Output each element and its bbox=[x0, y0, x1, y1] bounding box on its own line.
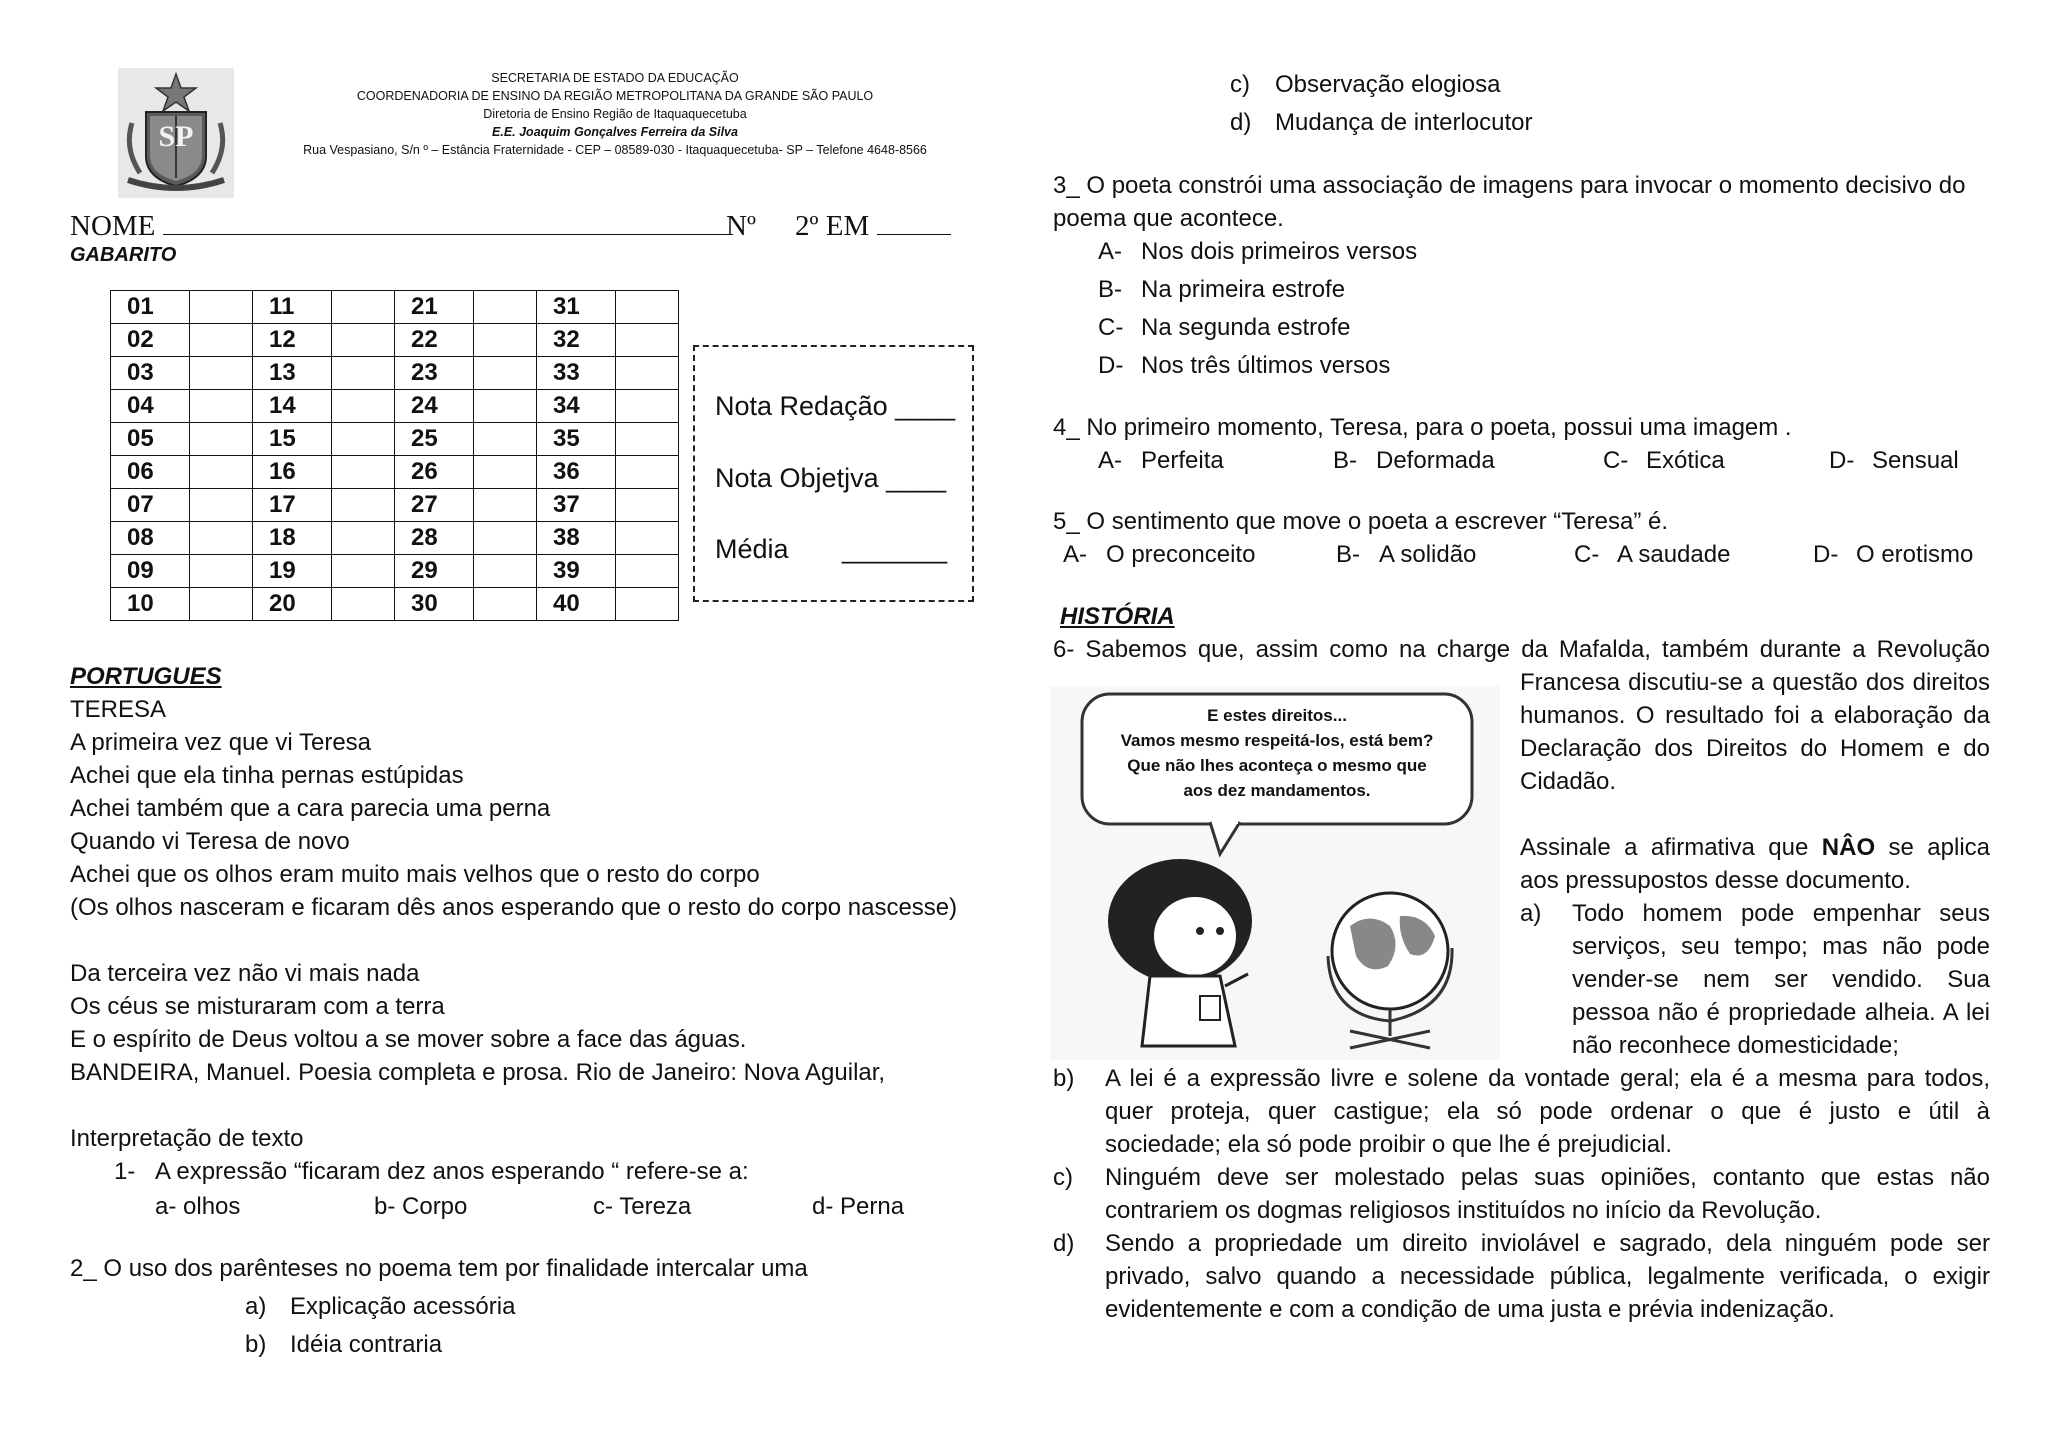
q6-option-b-line: A lei é a expressão livre e solene da vontade geral; ela é a mesma para todos, bbox=[1105, 1065, 1990, 1092]
header-line-5: Rua Vespasiano, S/n º – Estância Fraternidade - CEP – 08589-030 - Itaquaquecetuba- SP – Telefone 4648-8566 bbox=[303, 143, 927, 157]
answer-number: 10 bbox=[111, 588, 190, 621]
q1-option-d[interactable]: d- Perna bbox=[812, 1193, 905, 1220]
answer-cell[interactable] bbox=[190, 357, 253, 390]
q6-instruction-emphasis: NÂO bbox=[1821, 834, 1876, 861]
poem-line: Achei que os olhos eram muito mais velhos que o resto do corpo bbox=[70, 861, 760, 888]
q4-option-b-letter: B- bbox=[1333, 447, 1357, 474]
answer-cell[interactable] bbox=[190, 555, 253, 588]
answer-cell[interactable] bbox=[616, 588, 679, 621]
answer-grid-row bbox=[111, 456, 679, 489]
answer-cell[interactable] bbox=[474, 324, 537, 357]
q5-option-d[interactable]: O erotismo bbox=[1856, 541, 1974, 568]
answer-cell[interactable] bbox=[616, 291, 679, 324]
answer-number: 21 bbox=[395, 291, 474, 324]
q6-option-a-letter: a) bbox=[1520, 900, 1542, 927]
question-4-text: 4_ No primeiro momento, Teresa, para o poeta, possui uma imagem . bbox=[1053, 414, 1792, 441]
answer-number: 09 bbox=[111, 555, 190, 588]
q1-option-c[interactable]: c- Tereza bbox=[593, 1193, 692, 1220]
answer-grid-row bbox=[111, 324, 679, 357]
q6-option-a-line: vender-se nem ser vendido. Sua bbox=[1572, 966, 1990, 993]
answer-cell[interactable] bbox=[474, 456, 537, 489]
grade-redacao: Nota Redação ____ bbox=[715, 391, 956, 421]
q6-option-d-line: Sendo a propriedade um direito inviolável e sagrado, dela ninguém pode ser bbox=[1105, 1230, 1990, 1257]
q1-option-b[interactable]: b- Corpo bbox=[374, 1193, 468, 1220]
q3-option-d[interactable]: Nos três últimos versos bbox=[1141, 352, 1391, 379]
grade-media: Média bbox=[715, 534, 789, 564]
answer-cell[interactable] bbox=[190, 291, 253, 324]
answer-grid bbox=[110, 290, 679, 621]
answer-cell[interactable] bbox=[332, 291, 395, 324]
answer-number: 26 bbox=[395, 456, 474, 489]
q4-option-a[interactable]: Perfeita bbox=[1141, 447, 1224, 474]
q6-option-c-line: Ninguém deve ser molestado pelas suas opiniões, contanto que estas não bbox=[1105, 1164, 1990, 1191]
answer-number: 14 bbox=[253, 390, 332, 423]
answer-number: 34 bbox=[537, 390, 616, 423]
speech-line: Que não lhes aconteça o mesmo que bbox=[1127, 756, 1427, 775]
answer-cell[interactable] bbox=[616, 489, 679, 522]
answer-number: 19 bbox=[253, 555, 332, 588]
question-1-number: 1- bbox=[114, 1158, 136, 1185]
q3-option-d-letter: D- bbox=[1098, 352, 1124, 379]
answer-number: 20 bbox=[253, 588, 332, 621]
q5-option-b[interactable]: A solidão bbox=[1379, 541, 1477, 568]
answer-grid-row bbox=[111, 357, 679, 390]
answer-number: 31 bbox=[537, 291, 616, 324]
header-line-3: Diretoria de Ensino Região de Itaquaquecetuba bbox=[483, 107, 747, 121]
q6-option-d-letter: d) bbox=[1053, 1230, 1075, 1257]
q6-instruction bbox=[1520, 831, 1990, 864]
name-field[interactable] bbox=[70, 210, 729, 243]
q6-option-b-letter: b) bbox=[1053, 1065, 1075, 1092]
interpretation-heading: Interpretação de texto bbox=[70, 1125, 304, 1152]
question-3-line-2: poema que acontece. bbox=[1053, 205, 1284, 232]
answer-cell[interactable] bbox=[332, 390, 395, 423]
answer-number: 35 bbox=[537, 423, 616, 456]
header-line-2: COORDENADORIA DE ENSINO DA REGIÃO METROPOLITANA DA GRANDE SÃO PAULO bbox=[356, 89, 874, 103]
question-5-text: 5_ O sentimento que move o poeta a escrever “Teresa” é. bbox=[1053, 508, 1668, 535]
answer-cell[interactable] bbox=[474, 522, 537, 555]
q6-instruction-after: se aplica bbox=[1888, 834, 1991, 861]
answer-cell[interactable] bbox=[332, 588, 395, 621]
answer-grid-row bbox=[111, 489, 679, 522]
poem-line: (Os olhos nasceram e ficaram dês anos esperando que o resto do corpo nascesse) bbox=[70, 894, 958, 921]
poem-line: Achei que ela tinha pernas estúpidas bbox=[70, 762, 464, 789]
answer-number: 08 bbox=[111, 522, 190, 555]
q6-option-a-line: serviços, seu tempo; mas não pode bbox=[1572, 933, 1990, 960]
answer-cell[interactable] bbox=[332, 357, 395, 390]
answer-number: 18 bbox=[253, 522, 332, 555]
q2-option-d[interactable]: Mudança de interlocutor bbox=[1275, 109, 1533, 136]
poem-line: Quando vi Teresa de novo bbox=[70, 828, 350, 855]
q3-option-c[interactable]: Na segunda estrofe bbox=[1141, 314, 1351, 341]
seal-text: SP bbox=[158, 120, 194, 153]
question-1-text: A expressão “ficaram dez anos esperando “ refere-se a: bbox=[155, 1158, 749, 1185]
answer-number: 07 bbox=[111, 489, 190, 522]
q2-option-b[interactable]: Idéia contraria bbox=[290, 1331, 443, 1358]
grade-media-blank: _______ bbox=[842, 534, 948, 564]
q2-option-d-letter: d) bbox=[1230, 109, 1252, 136]
q6-option-b-line: quer proteja, quer castigue; ela só pode ordenar o que é justo e útil à bbox=[1105, 1098, 1990, 1125]
answer-cell[interactable] bbox=[190, 456, 253, 489]
grades-box bbox=[693, 345, 974, 602]
q5-option-c[interactable]: A saudade bbox=[1617, 541, 1731, 568]
q4-option-d[interactable]: Sensual bbox=[1872, 447, 1959, 474]
answer-cell[interactable] bbox=[190, 489, 253, 522]
q4-option-c-letter: C- bbox=[1603, 447, 1629, 474]
q6-side-line: humanos. O resultado foi a elaboração da bbox=[1520, 702, 1990, 729]
answer-cell[interactable] bbox=[332, 423, 395, 456]
class-label: 2º EM bbox=[795, 210, 870, 242]
answer-cell[interactable] bbox=[190, 423, 253, 456]
answer-cell[interactable] bbox=[332, 522, 395, 555]
q5-option-d-letter: D- bbox=[1813, 541, 1839, 568]
answer-cell[interactable] bbox=[616, 456, 679, 489]
q6-option-a-line: pessoa não é propriedade alheia. A lei bbox=[1572, 999, 1990, 1026]
q2-option-c-letter: c) bbox=[1230, 71, 1250, 98]
answer-number: 12 bbox=[253, 324, 332, 357]
q2-option-b-letter: b) bbox=[245, 1331, 267, 1358]
answer-number: 27 bbox=[395, 489, 474, 522]
answer-cell[interactable] bbox=[190, 588, 253, 621]
question-6-intro: 6- Sabemos que, assim como na charge da Mafalda, também durante a Revolução bbox=[1053, 636, 1990, 663]
answer-grid-row bbox=[111, 555, 679, 588]
answer-number: 01 bbox=[111, 291, 190, 324]
answer-cell[interactable] bbox=[190, 522, 253, 555]
name-label: NOME bbox=[70, 210, 156, 242]
number-label: Nº bbox=[726, 210, 756, 242]
q3-option-c-letter: C- bbox=[1098, 314, 1124, 341]
grade-objetiva: Nota Objetjva ____ bbox=[715, 463, 947, 493]
answer-cell[interactable] bbox=[616, 522, 679, 555]
answer-cell[interactable] bbox=[332, 489, 395, 522]
answer-grid-row bbox=[111, 291, 679, 324]
answer-cell[interactable] bbox=[332, 555, 395, 588]
portugues-title: PORTUGUES bbox=[70, 663, 222, 690]
q6-option-b-line: sociedade; ela só pode proibir o que lhe é prejudicial. bbox=[1105, 1131, 1673, 1158]
q6-option-c-letter: c) bbox=[1053, 1164, 1073, 1191]
answer-number: 16 bbox=[253, 456, 332, 489]
q2-option-c[interactable]: Observação elogiosa bbox=[1275, 71, 1501, 98]
answer-number: 04 bbox=[111, 390, 190, 423]
speech-line: aos dez mandamentos. bbox=[1183, 781, 1371, 800]
speech-line: Vamos mesmo respeitá-los, está bem? bbox=[1120, 731, 1434, 750]
answer-number: 30 bbox=[395, 588, 474, 621]
answer-cell[interactable] bbox=[190, 324, 253, 357]
q5-option-a[interactable]: O preconceito bbox=[1106, 541, 1256, 568]
q6-option-a-line: Todo homem pode empenhar seus bbox=[1572, 900, 1990, 927]
mafalda-cartoon bbox=[1050, 686, 1500, 1060]
answer-number: 37 bbox=[537, 489, 616, 522]
header-line-4: E.E. Joaquim Gonçalves Ferreira da Silva bbox=[492, 125, 738, 139]
speech-line: E estes direitos... bbox=[1207, 706, 1347, 725]
answer-number: 03 bbox=[111, 357, 190, 390]
q6-option-d-line: evidentemente e com a condição de uma justa e prévia indenização. bbox=[1105, 1296, 1835, 1323]
answer-cell[interactable] bbox=[616, 324, 679, 357]
q6-option-a-line: não reconhece domesticidade; bbox=[1572, 1032, 1899, 1059]
poem-line: Achei também que a cara parecia uma perna bbox=[70, 795, 551, 822]
answer-number: 24 bbox=[395, 390, 474, 423]
answer-cell[interactable] bbox=[616, 423, 679, 456]
answer-number: 13 bbox=[253, 357, 332, 390]
q4-option-b[interactable]: Deformada bbox=[1376, 447, 1495, 474]
q5-option-b-letter: B- bbox=[1336, 541, 1360, 568]
q2-option-a[interactable]: Explicação acessória bbox=[290, 1293, 516, 1320]
historia-title: HISTÓRIA bbox=[1060, 603, 1175, 630]
answer-number: 06 bbox=[111, 456, 190, 489]
answer-number: 22 bbox=[395, 324, 474, 357]
answer-cell[interactable] bbox=[474, 291, 537, 324]
q6-side-line: Francesa discutiu-se a questão dos direitos bbox=[1520, 669, 1990, 696]
poem-line: Os céus se misturaram com a terra bbox=[70, 993, 445, 1020]
answer-number: 28 bbox=[395, 522, 474, 555]
poem-line: A primeira vez que vi Teresa bbox=[70, 729, 372, 756]
poem-line: Da terceira vez não vi mais nada bbox=[70, 960, 420, 987]
q5-option-a-letter: A- bbox=[1063, 541, 1087, 568]
answer-cell[interactable] bbox=[474, 423, 537, 456]
answer-number: 25 bbox=[395, 423, 474, 456]
q3-option-b[interactable]: Na primeira estrofe bbox=[1141, 276, 1346, 303]
answer-number: 39 bbox=[537, 555, 616, 588]
answer-cell[interactable] bbox=[474, 489, 537, 522]
answer-cell[interactable] bbox=[474, 357, 537, 390]
answer-number: 23 bbox=[395, 357, 474, 390]
answer-grid-row bbox=[111, 390, 679, 423]
q6-option-d-line: privado, salvo quando a necessidade pública, legalmente verificada, o exigir bbox=[1105, 1263, 1990, 1290]
q4-option-c[interactable]: Exótica bbox=[1646, 447, 1725, 474]
class-field[interactable] bbox=[795, 210, 951, 243]
q1-option-a[interactable]: a- olhos bbox=[155, 1193, 241, 1220]
answer-number: 36 bbox=[537, 456, 616, 489]
header-line-1: SECRETARIA DE ESTADO DA EDUCAÇÃO bbox=[491, 71, 739, 85]
q6-side-line: Cidadão. bbox=[1520, 768, 1617, 795]
q3-option-a-letter: A- bbox=[1098, 238, 1122, 265]
answer-number: 38 bbox=[537, 522, 616, 555]
q4-option-a-letter: A- bbox=[1098, 447, 1122, 474]
q2-option-a-letter: a) bbox=[245, 1293, 267, 1320]
question-2-text: 2_ O uso dos parênteses no poema tem por finalidade intercalar uma bbox=[70, 1255, 808, 1282]
answer-cell[interactable] bbox=[474, 390, 537, 423]
answer-number: 05 bbox=[111, 423, 190, 456]
answer-number: 29 bbox=[395, 555, 474, 588]
poem-title: TERESA bbox=[70, 696, 167, 723]
answer-number: 11 bbox=[253, 291, 332, 324]
answer-grid-row bbox=[111, 588, 679, 621]
answer-cell[interactable] bbox=[616, 390, 679, 423]
answer-number: 32 bbox=[537, 324, 616, 357]
answer-number: 17 bbox=[253, 489, 332, 522]
poem-line: E o espírito de Deus voltou a se mover sobre a face das águas. bbox=[70, 1026, 747, 1053]
answer-cell[interactable] bbox=[616, 357, 679, 390]
q5-option-c-letter: C- bbox=[1574, 541, 1600, 568]
q3-option-a[interactable]: Nos dois primeiros versos bbox=[1141, 238, 1418, 265]
question-3-line-1: 3_ O poeta constrói uma associação de imagens para invocar o momento decisivo do bbox=[1053, 172, 1966, 199]
answer-grid-row bbox=[111, 522, 679, 555]
poem-citation: BANDEIRA, Manuel. Poesia completa e prosa. Rio de Janeiro: Nova Aguilar, bbox=[70, 1059, 886, 1086]
answer-number: 40 bbox=[537, 588, 616, 621]
answer-number: 33 bbox=[537, 357, 616, 390]
q3-option-b-letter: B- bbox=[1098, 276, 1122, 303]
q6-instruction-line-2: aos pressupostos desse documento. bbox=[1520, 867, 1911, 894]
q6-option-c-line: contrariem os dogmas religiosos instituídos no início da Revolução. bbox=[1105, 1197, 1822, 1224]
gabarito-title: GABARITO bbox=[70, 244, 177, 266]
answer-cell[interactable] bbox=[474, 588, 537, 621]
answer-number: 15 bbox=[253, 423, 332, 456]
answer-number: 02 bbox=[111, 324, 190, 357]
answer-cell[interactable] bbox=[474, 555, 537, 588]
answer-grid-row bbox=[111, 423, 679, 456]
q6-side-line: Declaração dos Direitos do Homem e do bbox=[1520, 735, 1990, 762]
q4-option-d-letter: D- bbox=[1829, 447, 1855, 474]
answer-cell[interactable] bbox=[616, 555, 679, 588]
answer-cell[interactable] bbox=[332, 456, 395, 489]
answer-cell[interactable] bbox=[332, 324, 395, 357]
q6-instruction-before: Assinale a afirmativa que bbox=[1520, 834, 1809, 861]
answer-cell[interactable] bbox=[190, 390, 253, 423]
